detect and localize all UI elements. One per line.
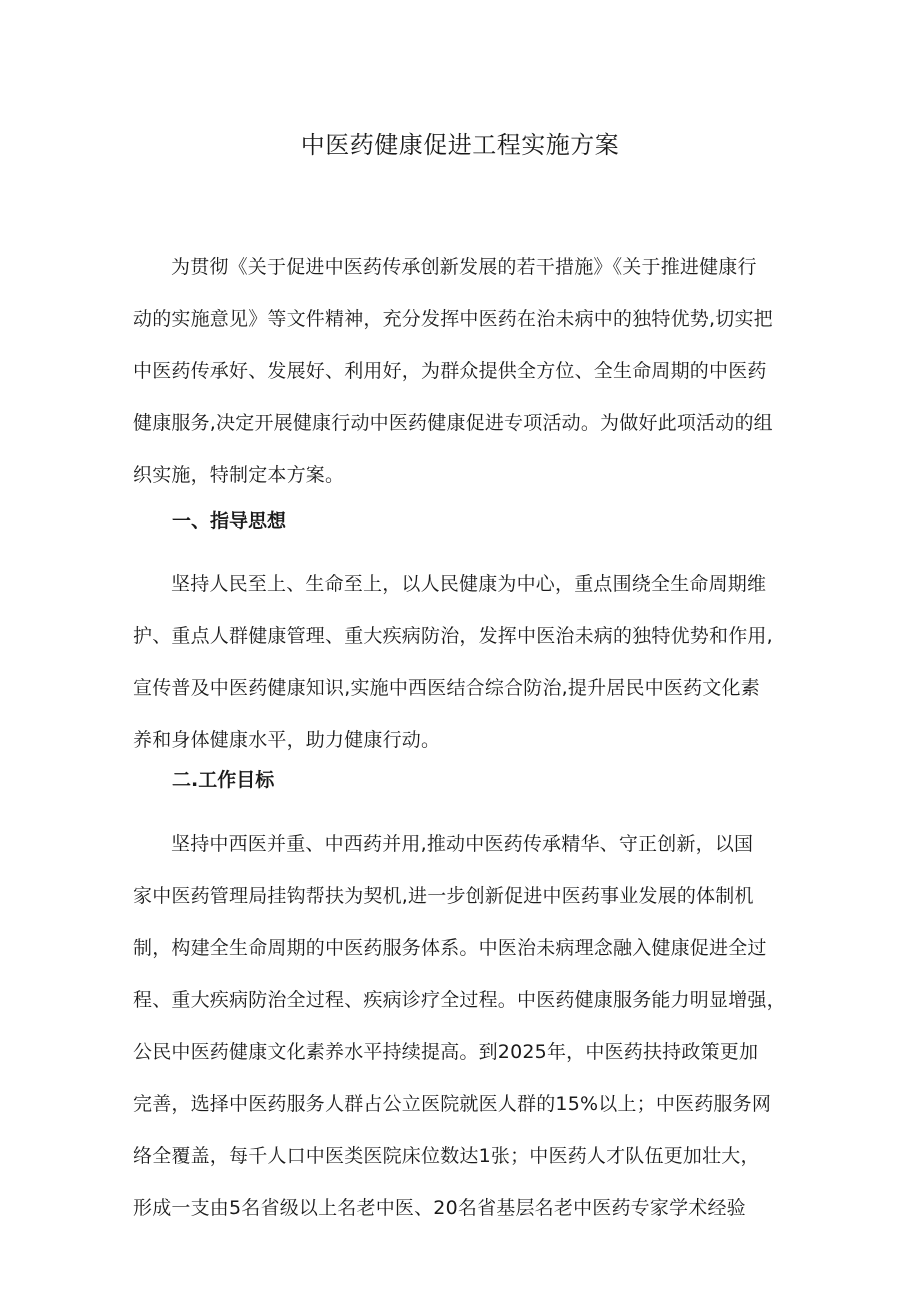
intro-line: 中医药传承好、发展好、利用好，为群众提供全方位、全生命周期的中医药 bbox=[133, 360, 767, 382]
paragraph-line: 宣传普及中医药健康知识,实施中西医结合综合防治,提升居民中医药文化素 bbox=[133, 677, 760, 699]
intro-line: 织实施，特制定本方案。 bbox=[133, 464, 345, 486]
paragraph-line: 护、重点人群健康管理、重大疾病防治，发挥中医治未病的独特优势和作用, bbox=[133, 625, 773, 647]
paragraph-line: 家中医药管理局挂钩帮扶为契机,进一步创新促进中医药事业发展的体制机 bbox=[133, 885, 754, 907]
paragraph-line: 制，构建全生命周期的中医药服务体系。中医治未病理念融入健康促进全过 bbox=[133, 937, 767, 959]
paragraph-line: 坚持中西医并重、中西药并用,推动中医药传承精华、守正创新，以国 bbox=[171, 833, 754, 855]
section-paragraph-guiding-ideology bbox=[133, 558, 809, 766]
section-paragraph-work-goals bbox=[133, 818, 809, 1234]
intro-line: 健康服务,决定开展健康行动中医药健康促进专项活动。为做好此项活动的组 bbox=[133, 412, 773, 434]
intro-line: 为贯彻《关于促进中医药传承创新发展的若干措施》《关于推进健康行 bbox=[171, 256, 757, 278]
paragraph-line: 完善，选择中医药服务人群占公立医院就医人群的15%以上；中医药服务网 bbox=[133, 1093, 772, 1115]
paragraph-line: 坚持人民至上、生命至上，以人民健康为中心，重点围绕全生命周期维 bbox=[171, 573, 767, 595]
intro-line: 动的实施意见》等文件精神，充分发挥中医药在治未病中的独特优势,切实把 bbox=[133, 308, 773, 330]
paragraph-line: 公民中医药健康文化素养水平持续提高。到2025年，中医药扶持政策更加 bbox=[133, 1041, 759, 1063]
section-heading-work-goals: 二.工作目标 bbox=[172, 769, 275, 791]
document-title: 中医药健康促进工程实施方案 bbox=[300, 131, 620, 159]
paragraph-line: 络全覆盖，每千人口中医类医院床位数达1张；中医药人才队伍更加壮大， bbox=[133, 1145, 760, 1167]
intro-paragraph bbox=[133, 241, 809, 501]
paragraph-line: 程、重大疾病防治全过程、疾病诊疗全过程。中医药健康服务能力明显增强， bbox=[133, 989, 786, 1011]
paragraph-line: 养和身体健康水平，助力健康行动。 bbox=[133, 729, 441, 751]
section-heading-guiding-ideology: 一、指导思想 bbox=[172, 510, 287, 532]
paragraph-line: 形成一支由5名省级以上名老中医、20名省基层名老中医药专家学术经验 bbox=[133, 1197, 746, 1219]
